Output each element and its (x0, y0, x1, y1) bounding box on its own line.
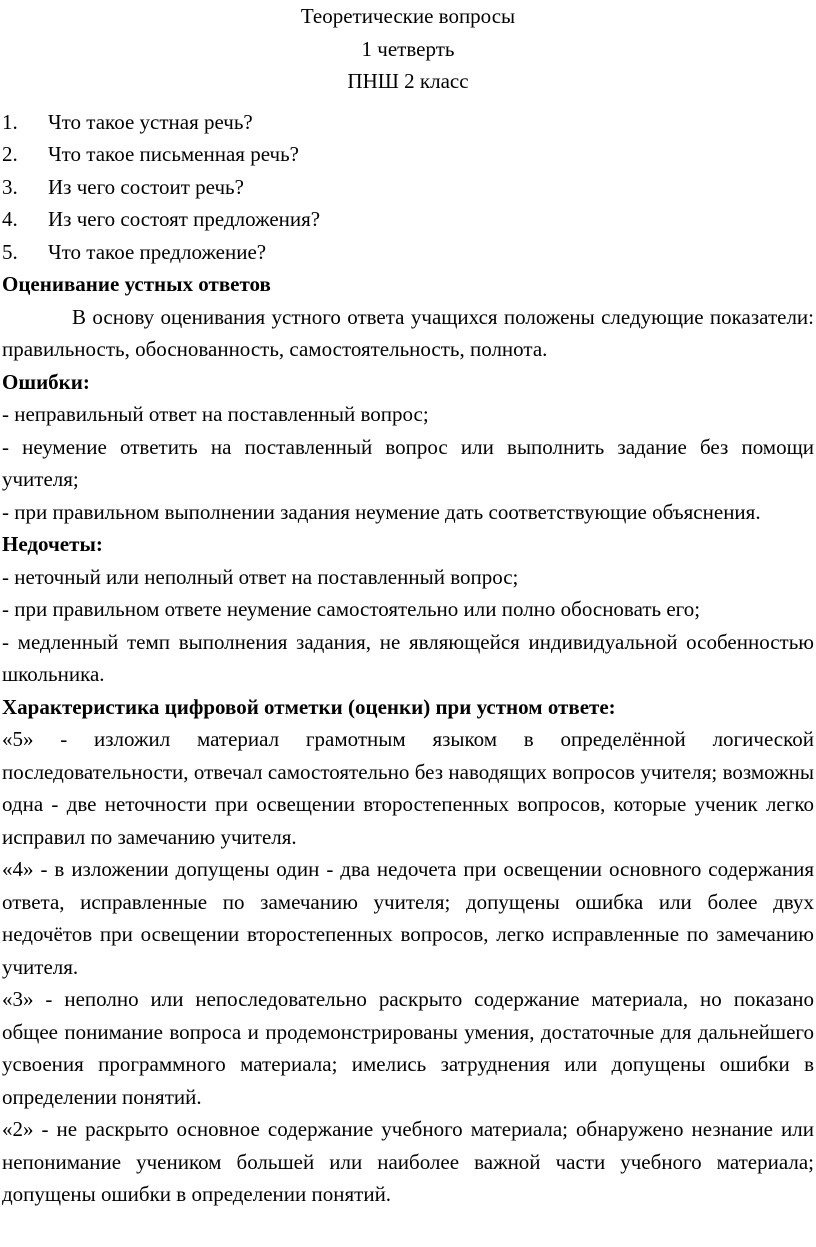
question-item (2, 236, 814, 269)
question-text: Что такое письменная речь? (48, 142, 299, 166)
oral-assessment-intro: В основу оценивания устного ответа учащихся положены следующие показатели: правильность, обоснованность, самостоятельность, полнота. (2, 304, 814, 361)
question-item (2, 106, 814, 139)
oral-assessment-heading: Оценивание устных ответов (2, 272, 271, 296)
grade-4-description: «4» - в изложении допущены один - два недочета при освещении основного содержания ответа, исправленные по замечанию учителя; допущены ошибка или более двух недочётов при освещении второстепенных вопросов, легко исправленные по замечанию учителя. (2, 857, 814, 979)
question-number: 3. (2, 174, 18, 199)
question-item (2, 203, 814, 236)
document-header (2, 0, 814, 98)
question-number: 2. (2, 142, 18, 166)
question-text: Что такое предложение? (48, 239, 267, 264)
questions-list (2, 106, 814, 269)
grade-2-description: «2» - не раскрыто основное содержание учебного материала; обнаружено незнание или непонимание учеником большей или наиболее важной части учебного материала; допущены ошибки в определении понятий. (2, 1117, 814, 1206)
flaw-item: - неточный или неполный ответ на поставленный вопрос; (2, 564, 519, 589)
question-item (2, 171, 814, 204)
question-text: Из чего состоят предложения? (48, 207, 321, 231)
question-number: 4. (2, 207, 18, 231)
quarter-label: 1 четверть (361, 36, 455, 61)
question-text: Что такое устная речь? (48, 109, 253, 134)
error-item: - при правильном выполнении задания неумение дать соответствующие объяснения. (2, 499, 761, 524)
grade-3-description: «3» - неполно или непоследовательно раскрыто содержание материала, но показано общее понимание вопроса и продемонстрированы умения, достаточные для дальнейшего усвоения программного материала; имелись затруднения или допущены ошибки в определении понятий. (2, 987, 814, 1109)
class-label: ПНШ 2 класс (347, 69, 469, 93)
question-number: 5. (2, 239, 18, 264)
grade-5-description: «5» - изложил материал грамотным языком в определённой логической последовательности, отвечал самостоятельно без наводящих вопросов учителя; возможны одна - две неточности при освещении второстепенных вопросов, которые ученик легко исправил по замечанию учителя. (2, 727, 814, 849)
error-item: - неправильный ответ на поставленный вопрос; (2, 402, 429, 426)
question-item (2, 138, 814, 171)
question-text: Из чего состоит речь? (48, 174, 244, 199)
document-title: Теоретические вопросы (300, 4, 516, 28)
error-item: - неумение ответить на поставленный вопрос или выполнить задание без помощи учителя; (2, 434, 814, 491)
grades-heading: Характеристика цифровой отметки (оценки) при устном ответе: (2, 694, 616, 719)
errors-heading: Ошибки: (2, 369, 90, 394)
flaws-heading: Недочеты: (2, 532, 103, 556)
flaw-item: - при правильном ответе неумение самостоятельно или полно обосновать его; (2, 597, 701, 621)
question-number: 1. (2, 109, 18, 134)
flaw-item: - медленный темп выполнения задания, не являющейся индивидуальной особенностью школьника. (2, 629, 814, 686)
